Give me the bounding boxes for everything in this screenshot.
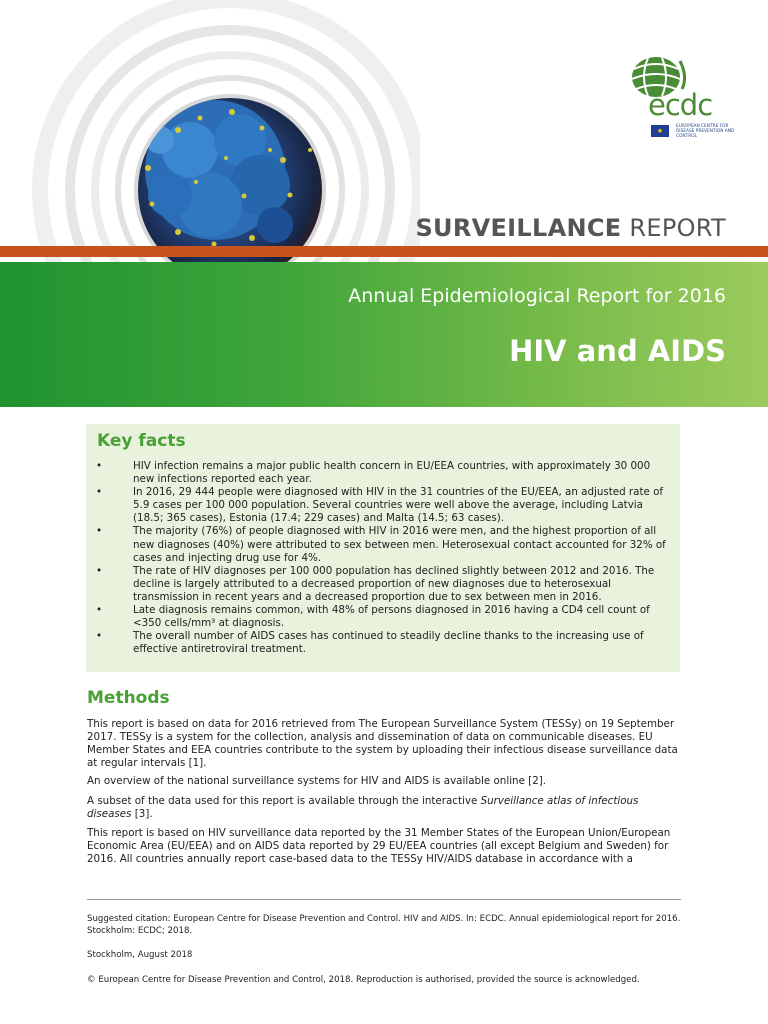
bullet-icon: •: [96, 460, 103, 472]
key-facts-list: [86, 460, 680, 656]
methods-paragraph-3: [87, 795, 679, 821]
report-type-rest: REPORT: [621, 214, 726, 242]
key-facts-heading: Key facts: [97, 431, 186, 451]
list-item: [86, 630, 680, 656]
key-facts-box: [86, 424, 680, 672]
eu-flag-icon: ★: [651, 125, 669, 137]
key-fact-text: The rate of HIV diagnoses per 100 000 population has declined slightly between 2012 and 2016. The decline is largely attributed to a decreased proportion of new diagnoses due to heterosexual transmission in recent years and a decreased proportion due to sex between men in 2016.: [133, 564, 655, 603]
methods-paragraph-1: This report is based on data for 2016 retrieved from The European Surveillance System (TESSy) on 19 September 2017. TESSy is a system for the collection, analysis and dissemination of data on communicable diseases. EU Member States and EEA countries contribute to the system by uploading their infectious disease surveillance data at regular intervals [1].: [87, 718, 678, 770]
key-fact-text: In 2016, 29 444 people were diagnosed with HIV in the 31 countries of the EU/EEA, an adjusted rate of 5.9 cases per 100 000 population. Several countries were well above the average, including Latvia (18.5; 365 cases), Estonia (17.4; 229 cases) and Malta (14.5; 63 cases).: [133, 486, 664, 525]
p3-text-after: [3].: [131, 808, 153, 821]
key-fact-text: HIV infection remains a major public health concern in EU/EEA countries, with approximately 30 000 new infections reported each year.: [133, 460, 651, 486]
bullet-icon: •: [96, 486, 103, 499]
list-item: [86, 460, 680, 486]
report-type-bold: SURVEILLANCE: [415, 214, 622, 242]
place-date: Stockholm, August 2018: [87, 950, 193, 960]
bullet-icon: •: [96, 525, 103, 538]
footer-divider: [87, 899, 681, 900]
logo-wordmark: ecdc: [648, 88, 713, 122]
copyright-notice: © European Centre for Disease Prevention and Control, 2018. Reproduction is authorised, provided the source is acknowledged.: [87, 975, 640, 985]
methods-paragraph-2: An overview of the national surveillance systems for HIV and AIDS is available online [2].: [87, 775, 547, 787]
bullet-icon: •: [96, 630, 103, 643]
logo-subtitle: EUROPEAN CENTRE FOR DISEASE PREVENTION AND CONTROL: [676, 124, 735, 139]
list-item: [86, 604, 680, 630]
report-subtitle: Annual Epidemiological Report for 2016: [348, 285, 726, 307]
cover-virus-image: [0, 0, 420, 268]
key-fact-text: The overall number of AIDS cases has continued to steadily decline thanks to the increasing use of effective antiretroviral treatment.: [133, 630, 644, 656]
orange-divider: [0, 246, 768, 257]
key-fact-text: Late diagnosis remains common, with 48% of persons diagnosed in 2016 having a CD4 cell count of <350 cells/mm³ at diagnosis.: [133, 604, 650, 630]
report-title: HIV and AIDS: [509, 334, 726, 368]
methods-heading: Methods: [87, 688, 170, 708]
suggested-citation: Suggested citation: European Centre for Disease Prevention and Control. HIV and AIDS. In: ECDC. Annual epidemiological report for 2016. Stockholm: ECDC; 2018.: [87, 914, 681, 936]
list-item: [86, 525, 680, 564]
report-type-heading: [415, 214, 726, 242]
p3-text-before: A subset of the data used for this report is available through the interactive: [87, 795, 481, 807]
bullet-icon: •: [96, 564, 103, 577]
list-item: [86, 565, 680, 604]
methods-paragraph-4: This report is based on HIV surveillance data reported by the 31 Member States of the European Union/European Economic Area (EU/EEA) and on AIDS data reported by 29 EU/EEA countries (all except Belgium and Sweden) for 2016. All countries annually report case-based data to the TESSy HIV/AIDS database in accordance with a: [87, 827, 671, 866]
bullet-icon: •: [96, 604, 103, 617]
list-item: [86, 486, 680, 525]
surveillance-atlas-link[interactable]: Surveillance atlas of infectious diseases: [87, 795, 639, 821]
key-fact-text: The majority (76%) of people diagnosed with HIV in 2016 were men, and the highest proportion of all new diagnoses (40%) were attributed to sex between men. Heterosexual contact accounted for 32% of cases and injecting drug use for 4%.: [133, 525, 666, 564]
